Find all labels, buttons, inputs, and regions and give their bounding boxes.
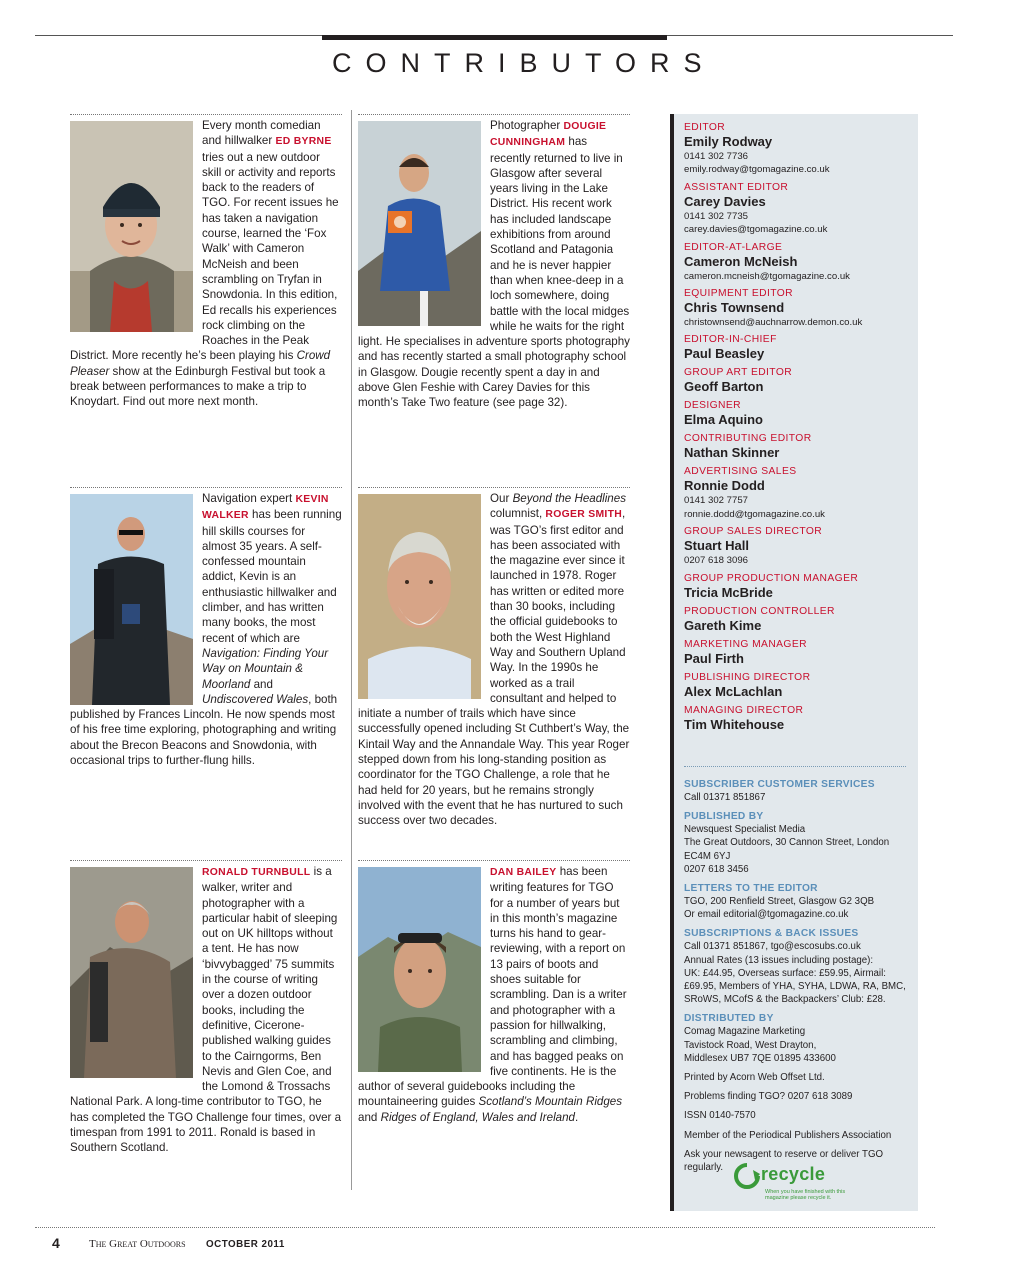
staff-list [684, 121, 914, 737]
staff-role: EDITOR-AT-LARGE [684, 241, 783, 253]
contributor-name: ROGER SMITH [545, 509, 623, 521]
staff-role: MARKETING MANAGER [684, 638, 807, 650]
staff-name: Paul Firth [684, 650, 744, 666]
staff-role: GROUP PRODUCTION MANAGER [684, 572, 859, 584]
staff-entry [684, 287, 914, 329]
bio-italic: Navigation: Finding Your Way on Mountain & Moorland [202, 646, 329, 691]
staff-email[interactable]: emily.rodway@tgomagazine.co.uk [684, 164, 830, 176]
staff-name: Tricia McBride [684, 584, 773, 600]
recycle-subtext: When you have finished with this magazine please recycle it. [765, 1189, 846, 1201]
bio-text: Navigation expert [202, 492, 296, 505]
contributor-name: KEVIN WALKER [202, 494, 329, 522]
staff-entry [684, 121, 914, 177]
bio-text: columnist, [490, 507, 546, 521]
staff-entry [684, 525, 914, 567]
info-text: Printed by Acorn Web Offset Ltd. [684, 1072, 825, 1084]
bio-text: . [575, 1110, 579, 1124]
info-text: Member of the Periodical Publishers Association [684, 1129, 892, 1141]
staff-role: ADVERTISING SALES [684, 466, 797, 478]
photo-kevin-walker [70, 494, 193, 705]
photo-ronald-turnbull [70, 867, 193, 1078]
photo-roger-smith [358, 494, 481, 699]
bio-text: is a walker, writer and photographer with a particular habit of sleeping out on UK hilltops without a tent. He has now ‘bivvybagged’ 75 summits in the course of writing over a dozen outdoor books, including the definitive, Cicerone-published walking guides to the Cairngorms, Ben Nevis and Glen Coe, and the Lomond & Trossachs National Park. A long-time contributor to TGO, he has completed the TGO Challenge four times, over a timespan from 1991 to 2011. Ronald is based in Southern Scotland. [70, 865, 342, 1155]
bio-text: has been writing features for TGO for a number of years but in this month’s magazine turns his hand to gear-reviewing, with a report on 13 pairs of boots and shoes suitable for scrambling. Dan is a writer and photographer with a passion for hillwalking, scrambling and climbing, and has bagged peaks on five continents. He is the author of several guidebooks including the mountaineering guides [358, 865, 627, 1109]
staff-entry [684, 181, 914, 237]
dotted-rule [70, 114, 342, 115]
info-text: TGO, 200 Renfield Street, Glasgow G2 3QB [684, 896, 875, 908]
bio-italic: Crowd Pleaser [70, 349, 331, 378]
staff-entry [684, 241, 914, 283]
info-text: Call 01371 851867 [684, 792, 766, 803]
photo-dougie-cunningham [358, 121, 481, 326]
dotted-rule [358, 114, 630, 115]
title-bar [322, 35, 667, 40]
publication-info [684, 772, 912, 1174]
staff-name: Elma Aquino [684, 412, 763, 428]
contributor-ed-byrne [70, 114, 342, 410]
info-text: ISSN 0140-7570 [684, 1110, 756, 1122]
staff-entry [684, 572, 914, 601]
bio-text: has recently returned to live in Glasgow after several years living in the Lake District. His recent work has included landscape exhibitions from around Scotland and Patagonia and he is never happier than when knee-deep in a loch somewhere, doing battle with the local midges while he waits for the right light. He specialises in adventure sports photography and has recently started a small photography school in Glasgow. Dougie recently spent a day in and above Glen Feshie with Carey Davies for this month’s Take Two feature (see page 32). [358, 135, 630, 410]
footer-rule [35, 1227, 935, 1228]
staff-phone: 0141 302 7757 [684, 495, 749, 507]
staff-name: Carey Davies [684, 193, 766, 209]
column-divider [351, 110, 352, 1190]
staff-role: GROUP ART EDITOR [684, 367, 793, 379]
recycle-icon [733, 1162, 761, 1190]
staff-name: Gareth Kime [684, 617, 762, 633]
photo-ed-byrne [70, 121, 193, 332]
info-text: Problems finding TGO? 0207 618 3089 [684, 1091, 853, 1103]
bio-italic: Scotland’s Mountain Ridges [478, 1095, 623, 1109]
staff-role: EQUIPMENT EDITOR [684, 288, 794, 300]
staff-name: Tim Whitehouse [684, 716, 785, 732]
staff-name: Chris Townsend [684, 300, 785, 316]
staff-role: GROUP SALES DIRECTOR [684, 526, 823, 538]
info-heading: SUBSCRIBER CUSTOMER SERVICES [684, 779, 875, 790]
bio-italic: Undiscovered Wales [202, 692, 309, 706]
bio-text: has been running hill skills courses for almost 35 years. A self-confessed mountain addict, Kevin is an enthusiastic hillwalker and climber, and has written many books, the most recent of which are [202, 508, 342, 645]
staff-name: Geoff Barton [684, 379, 764, 395]
info-text: Annual Rates (13 issues including postage): [684, 954, 874, 966]
staff-role: EDITOR-IN-CHIEF [684, 334, 777, 346]
staff-email[interactable]: cameron.mcneish@tgomagazine.co.uk [684, 270, 850, 282]
staff-entry [684, 704, 914, 733]
contributor-name: RONALD TURNBULL [202, 867, 311, 878]
info-text: Tavistock Road, West Drayton, [684, 1039, 817, 1051]
bio-italic: Beyond the Headlines [512, 492, 627, 505]
bio-text: and [358, 1110, 381, 1124]
contributor-name: DOUGIE CUNNINGHAM [490, 121, 607, 149]
info-heading: DISTRIBUTED BY [684, 1013, 774, 1025]
staff-entry [684, 432, 914, 461]
info-text: Or email editorial@tgomagazine.co.uk [684, 909, 849, 921]
staff-entry [684, 366, 914, 395]
page-number: 4 [52, 1235, 60, 1251]
staff-email[interactable]: ronnie.dodd@tgomagazine.co.uk [684, 508, 825, 520]
info-text: SRoWS, MCofS & the Backpackers’ Club: £28. [684, 994, 886, 1006]
bio-text: tries out a new outdoor skill or activity and reports back to the readers of TGO. For recent issues he has taken a navigation course, learned the ‘Fox Walk’ with Cameron McNeish and been scrambling on Tryfan in Snowdonia. In this edition, Ed recalls his experiences rock climbing on the Roaches in the Peak District. More recently he’s been playing his [70, 150, 339, 363]
staff-phone: 0141 302 7735 [684, 210, 749, 222]
recycle-word: recycle [761, 1164, 826, 1184]
staff-name: Nathan Skinner [684, 445, 780, 461]
staff-email[interactable]: christownsend@auchnarrow.demon.co.uk [684, 317, 863, 329]
footer-magazine-title: The Great Outdoors [89, 1238, 186, 1250]
staff-name: Stuart Hall [684, 538, 750, 554]
info-heading: LETTERS TO THE EDITOR [684, 883, 818, 895]
staff-role: CONTRIBUTING EDITOR [684, 433, 812, 445]
staff-name: Cameron McNeish [684, 253, 798, 269]
info-text: UK: £44.95, Overseas surface: £59.95, Airmail: [684, 967, 886, 979]
bio-text: Our [490, 492, 513, 505]
info-text: Ask your newsagent to reserve or deliver TGO regularly. [684, 1148, 884, 1174]
contributor-ronald-turnbull [70, 860, 342, 1156]
info-heading: PUBLISHED BY [684, 811, 764, 823]
info-heading: SUBSCRIPTIONS & BACK ISSUES [684, 928, 859, 940]
staff-name: Alex McLachlan [684, 683, 783, 699]
staff-entry [684, 333, 914, 362]
bio-text: and [250, 677, 273, 691]
bio-text: show at the Edinburgh Festival but took a break between performances to make a trip to Knoydart. Find out more next month. [70, 364, 326, 409]
contributor-name: ED BYRNE [275, 136, 332, 148]
bio-text: , was TGO’s first editor and has been associated with the magazine ever since it launched in 1978. Roger has written or edited more than 30 books, including the official guidebooks to both the West Highland Way and Southern Upland Way. In the 1990s he worked as a trail consultant and helped to initiate a number of trails which have since successfully opened including St Cuthbert’s Way, the Kintail Way and the Annandale Way. This year Roger stepped down from his long-standing position as coordinator for the TGO Challenge, a role that he had held for 20 years, but he remains strongly involved with the event that he has nurtured to such success over two decades. [358, 507, 630, 828]
staff-email[interactable]: carey.davies@tgomagazine.co.uk [684, 224, 828, 236]
contributor-roger-smith [358, 487, 630, 829]
staff-entry [684, 465, 914, 521]
dotted-rule [70, 487, 342, 488]
info-text: Call 01371 851867, tgo@escosubs.co.uk [684, 941, 861, 953]
staff-phone: 0207 618 3096 [684, 555, 749, 567]
dotted-rule [70, 860, 342, 861]
recycle-logo [733, 1160, 863, 1206]
staff-name: Emily Rodway [684, 134, 773, 149]
bio-italic: Ridges of England, Wales and Ireland [380, 1110, 576, 1124]
sidebar-dotted-rule [684, 766, 906, 767]
staff-name: Ronnie Dodd [684, 478, 765, 494]
page-title: CONTRIBUTORS [332, 48, 716, 78]
staff-role: ASSISTANT EDITOR [684, 181, 789, 193]
staff-name: Paul Beasley [684, 346, 765, 362]
info-text: Middlesex UB7 7QE 01895 433600 [684, 1052, 836, 1064]
dotted-rule [358, 860, 630, 861]
bio-text: Every month comedian and hillwalker [202, 119, 321, 148]
info-text: Newsquest Specialist Media [684, 824, 806, 836]
sidebar-rule [670, 114, 674, 1211]
staff-role: PRODUCTION CONTROLLER [684, 605, 835, 617]
contributor-dan-bailey [358, 860, 630, 1125]
info-text: 0207 618 3456 [684, 863, 749, 875]
staff-role: PUBLISHING DIRECTOR [684, 671, 811, 683]
dotted-rule [358, 487, 630, 488]
info-text: Comag Magazine Marketing [684, 1026, 806, 1038]
contributor-dougie-cunningham [358, 114, 630, 411]
staff-role: DESIGNER [684, 400, 741, 412]
staff-entry [684, 605, 914, 634]
bio-text: , both published by Frances Lincoln. He now spends most of his free time exploring, photographing and writing about the Brecon Beacons and Snowdonia, with occasional trips to further-flung hills. [70, 692, 338, 768]
bio-text: Photographer [490, 119, 564, 132]
contributor-name: DAN BAILEY [490, 867, 557, 878]
photo-dan-bailey [358, 867, 481, 1072]
staff-phone: 0141 302 7736 [684, 151, 749, 162]
staff-entry [684, 671, 914, 700]
info-text: The Great Outdoors, 30 Cannon Street, London EC4M 6YJ [684, 837, 890, 862]
contributor-kevin-walker [70, 487, 342, 768]
staff-entry [684, 638, 914, 667]
staff-role: EDITOR [684, 122, 726, 133]
staff-role: MANAGING DIRECTOR [684, 704, 804, 716]
staff-entry [684, 399, 914, 428]
info-text: £69.95, Members of YHA, SYHA, LDWA, RA, BMC, [684, 981, 906, 993]
footer-issue-date: OCTOBER 2011 [206, 1239, 285, 1250]
